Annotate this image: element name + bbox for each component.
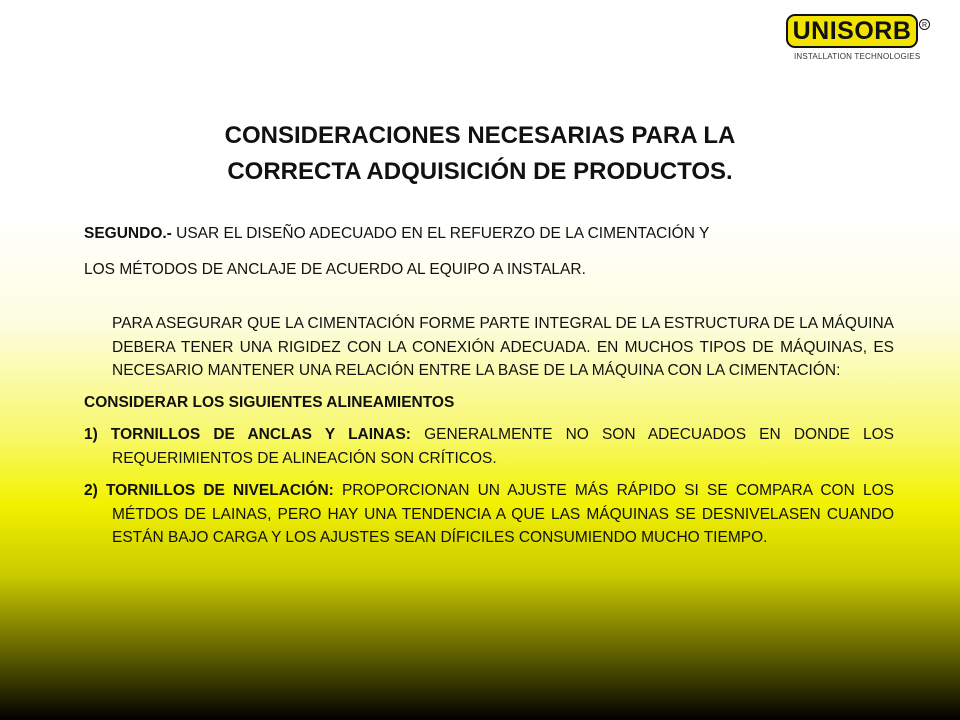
list-item-label: 2) TORNILLOS DE NIVELACIÓN: <box>84 482 334 499</box>
unisorb-logo <box>786 14 932 66</box>
segundo-text-1: USAR EL DISEÑO ADECUADO EN EL REFUERZO DE LA CIMENTACIÓN Y <box>171 225 710 242</box>
list-item-text: GENERALMENTE NO SON ADECUADOS EN DONDE LOS REQUERIMIENTOS DE ALINEACIÓN SON CRÍTICOS. <box>112 426 894 467</box>
logo-tagline: INSTALLATION TECHNOLOGIES <box>794 52 921 61</box>
slide-title-line-2: CORRECTA ADQUISICIÓN DE PRODUCTOS. <box>227 158 733 185</box>
segundo-line-1 <box>84 216 894 252</box>
intro-paragraph: PARA ASEGURAR QUE LA CIMENTACIÓN FORME PARTE INTEGRAL DE LA ESTRUCTURA DE LA MÁQUINA DEBERA TENER UNA RIGIDEZ CON LA CONEXIÓN ADECUADA. EN MUCHOS TIPOS DE MÁQUINAS, ES NECESARIO MANTENER UNA RELACIÓN ENTRE LA BASE DE LA MÁQUINA CON LA CIMENTACIÓN: <box>112 315 894 379</box>
logo-badge <box>786 14 918 48</box>
logo-brand: UNISORB <box>792 16 912 45</box>
list-item-text: PROPORCIONAN UN AJUSTE MÁS RÁPIDO SI SE COMPARA CON LOS MÉTDOS DE LAINAS, PERO HAY UNA TENDENCIA A QUE LAS MÁQUINAS SE DESNIVELASEN CUANDO ESTÁN BAJO CARGA Y LOS AJUSTES SEAN DÍFICILES CONSUMIENDO MUCHO TIEMPO. <box>112 482 894 546</box>
list-item <box>84 479 894 550</box>
slide-title <box>90 118 870 190</box>
alignments-heading: CONSIDERAR LOS SIGUIENTES ALINEAMIENTOS <box>84 393 455 411</box>
list-item-label: 1) TORNILLOS DE ANCLAS Y LAINAS: <box>84 426 411 443</box>
segundo-label: SEGUNDO.- <box>84 225 172 242</box>
registered-mark-icon: R <box>919 19 930 30</box>
slide-title-line-1: CONSIDERACIONES NECESARIAS PARA LA <box>224 122 736 149</box>
segundo-line-2: LOS MÉTODOS DE ANCLAJE DE ACUERDO AL EQUIPO A INSTALAR. <box>84 261 586 278</box>
slide-body <box>84 216 894 550</box>
list-item <box>84 423 894 470</box>
